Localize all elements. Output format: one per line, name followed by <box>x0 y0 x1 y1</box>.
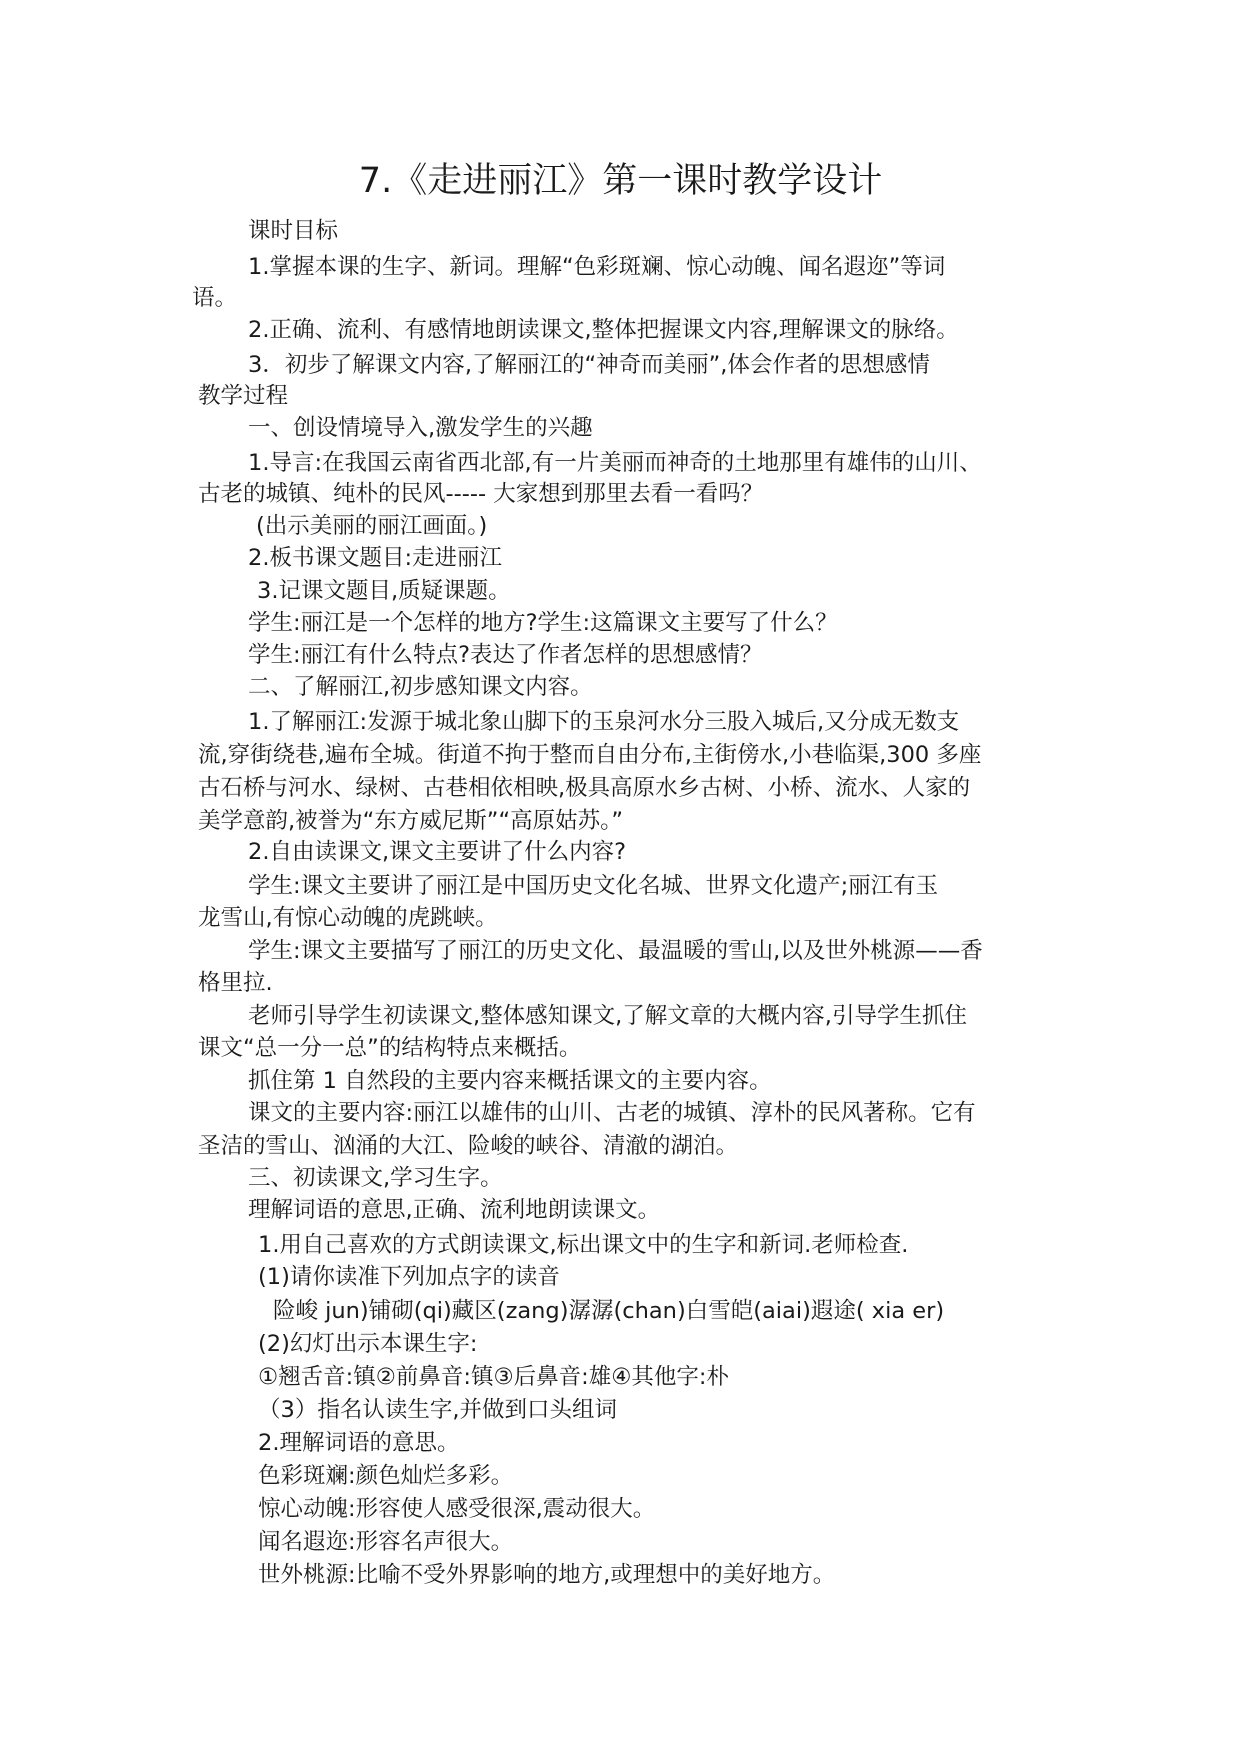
objective-2: 2.正确、流利、有感情地朗读课文,整体把握课文内容,理解课文的脉络。 <box>248 317 959 343</box>
paragraph-line: (1)请你读准下列加点字的读音 <box>258 1264 560 1290</box>
paragraph-line: 格里拉. <box>198 970 273 996</box>
vocab-definition: 世外桃源:比喻不受外界影响的地方,或理想中的美好地方。 <box>258 1562 836 1588</box>
paragraph-line: 2.理解词语的意思。 <box>258 1430 460 1456</box>
paragraph-line: 2.板书课文题目:走进丽江 <box>248 545 503 571</box>
paragraph-line: 理解词语的意思,正确、流利地朗读课文。 <box>248 1197 661 1223</box>
vocab-definition: 闻名遐迩:形容名声很大。 <box>258 1529 514 1555</box>
vocab-definition: 惊心动魄:形容使人感受很深,震动很大。 <box>258 1496 656 1522</box>
paragraph-line: ①翘舌音:镇②前鼻音:镇③后鼻音:雄④其他字:朴 <box>258 1364 730 1390</box>
paragraph-line: 美学意韵,被誉为“东方威尼斯”“高原姑苏。” <box>198 808 624 834</box>
paragraph-line: 3.记课文题目,质疑课题。 <box>257 578 511 604</box>
paragraph-line: 1.了解丽江:发源于城北象山脚下的玉泉河水分三股入城后,又分成无数支 <box>248 709 960 735</box>
paragraph-line: 龙雪山,有惊心动魄的虎跳峡。 <box>198 905 498 931</box>
paragraph-line: 2.自由读课文,课文主要讲了什么内容? <box>248 839 627 865</box>
paragraph-line: 流,穿街绕巷,遍布全城。街道不拘于整而自由分布,主街傍水,小巷临渠,300 多座 <box>198 742 982 768</box>
paragraph-line: 抓住第 1 自然段的主要内容来概括课文的主要内容。 <box>248 1068 772 1094</box>
paragraph-line: 1.导言:在我国云南省西北部,有一片美丽而神奇的土地那里有雄伟的山川、 <box>248 450 982 476</box>
paragraph-line: 课文的主要内容:丽江以雄伟的山川、古老的城镇、淳朴的民风著称。它有 <box>248 1100 976 1126</box>
section-heading-process: 教学过程 <box>198 383 289 409</box>
paragraph-line: (2)幻灯出示本课生字: <box>258 1331 478 1357</box>
paragraph-line: 学生:丽江有什么特点?表达了作者怎样的思想感情？ <box>248 642 763 668</box>
paragraph-line: 老师引导学生初读课文,整体感知课文,了解文章的大概内容,引导学生抓住 <box>248 1003 967 1029</box>
objective-1-cont: 语。 <box>192 285 238 311</box>
part-2-heading: 二、了解丽江,初步感知课文内容。 <box>248 674 593 700</box>
paragraph-line: (出示美丽的丽江画面。) <box>256 513 488 539</box>
objective-1: 1.掌握本课的生字、新词。理解“色彩斑斓、惊心动魄、闻名遐迩”等词 <box>248 254 946 280</box>
paragraph-line: 课文“总一分一总”的结构特点来概括。 <box>198 1035 582 1061</box>
paragraph-line: 学生:课文主要描写了丽江的历史文化、最温暖的雪山,以及世外桃源——香 <box>248 938 983 964</box>
pinyin-line: 险峻 jun)铺砌(qi)藏区(zang)潺潺(chan)白雪皑(aiai)遐途( xia er) <box>273 1298 945 1324</box>
paragraph-line: 学生:课文主要讲了丽江是中国历史文化名城、世界文化遗产;丽江有玉 <box>248 873 939 899</box>
document-title: 7.《走进丽江》第一课时教学设计 <box>358 161 883 201</box>
paragraph-line: 古老的城镇、纯朴的民风----- 大家想到那里去看一看吗？ <box>198 481 764 507</box>
section-heading-objectives: 课时目标 <box>248 218 339 244</box>
paragraph-line: 1.用自己喜欢的方式朗读课文,标出课文中的生字和新词.老师检查. <box>258 1232 909 1258</box>
paragraph-line: 圣洁的雪山、汹涌的大江、险峻的峡谷、清澈的湖泊。 <box>198 1133 739 1159</box>
paragraph-line: 古石桥与河水、绿树、古巷相依相映,极具高原水乡古树、小桥、流水、人家的 <box>198 775 971 801</box>
vocab-definition: 色彩斑斓:颜色灿烂多彩。 <box>258 1463 514 1489</box>
part-3-heading: 三、初读课文,学习生字。 <box>248 1165 503 1191</box>
paragraph-line: 学生:丽江是一个怎样的地方?学生:这篇课文主要写了什么？ <box>248 610 838 636</box>
paragraph-line: （3）指名认读生字,并做到口头组词 <box>258 1397 617 1423</box>
part-1-heading: 一、创设情境导入,激发学生的兴趣 <box>248 415 593 441</box>
objective-3: 3．初步了解课文内容,了解丽江的“神奇而美丽”,体会作者的思想感情 <box>248 352 930 378</box>
